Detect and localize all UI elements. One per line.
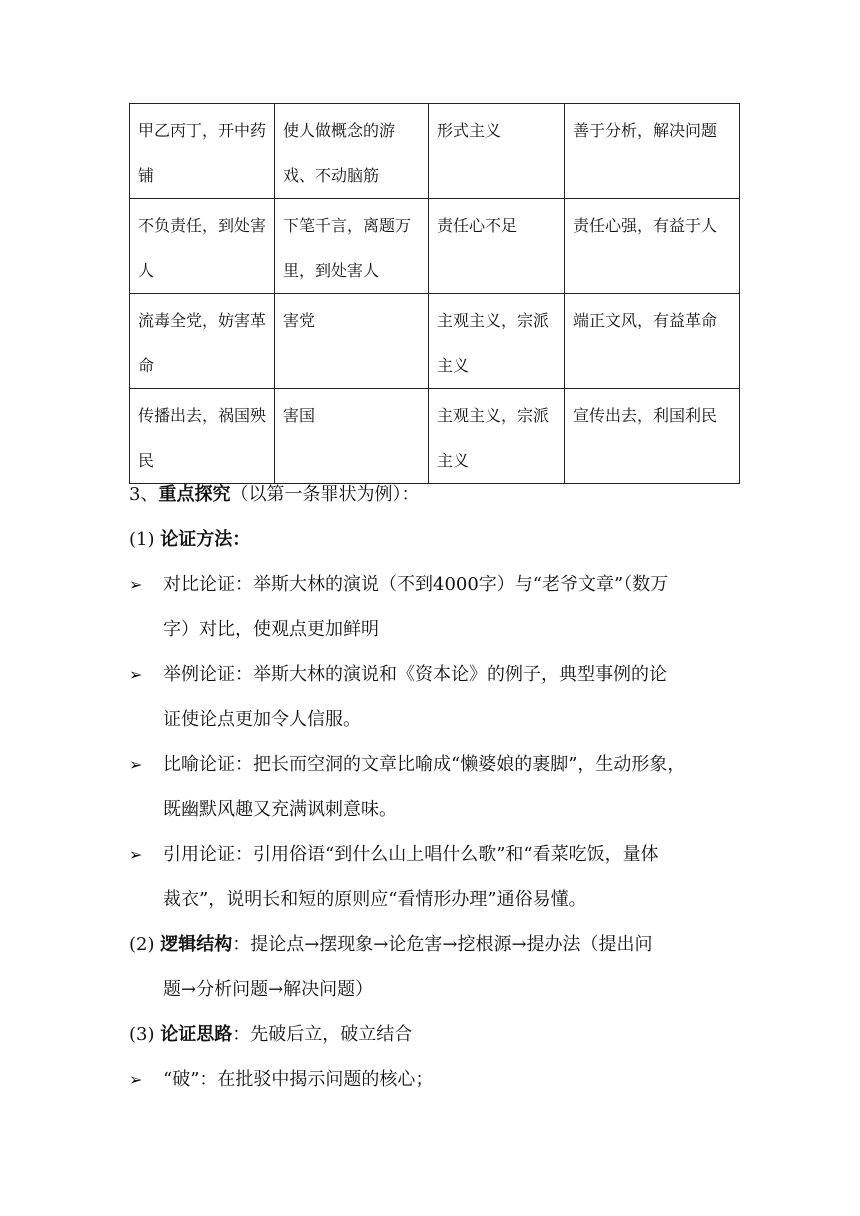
table-cell: 害党 [275, 294, 429, 389]
table-cell: 害国 [275, 389, 429, 484]
body-text [129, 472, 739, 1102]
subsection-number: (1) [129, 529, 161, 550]
subsection-text: ：先破后立，破立结合 [232, 1024, 413, 1045]
bullet-arrow-icon: ➢ [129, 665, 143, 684]
section-heading [129, 472, 739, 517]
section-title: 重点探究 [158, 484, 231, 505]
subsection-heading [129, 1012, 739, 1057]
table-cell: 责任心强，有益于人 [565, 199, 740, 294]
subsection-heading [129, 517, 739, 562]
bullet-arrow-icon: ➢ [129, 575, 143, 594]
subsection-number: (3) [129, 1024, 161, 1045]
table-row [130, 294, 740, 389]
list-item-line: 裁衣”，说明长和短的原则应“看情形办理”通俗易懂。 [163, 889, 587, 910]
section-note: （以第一条罪状为例）： [230, 484, 420, 505]
table-cell: 宣传出去，利国利民 [565, 389, 740, 484]
subsection-line [129, 922, 739, 967]
table-row [130, 199, 740, 294]
table-row [130, 104, 740, 199]
table-cell: 主观主义，宗派主义 [429, 389, 565, 484]
table-cell: 端正文风，有益革命 [565, 294, 740, 389]
list-item-line: “破”：在批驳中揭示问题的核心； [163, 1069, 434, 1090]
list-item-line: 既幽默风趣又充满讽刺意味。 [163, 799, 397, 820]
table-cell: 流毒全党，妨害革命 [130, 294, 275, 389]
list-item-line: 比喻论证：把长而空洞的文章比喻成“懒婆娘的裹脚”，生动形象， [163, 754, 686, 775]
table-cell: 下笔千言，离题万里，到处害人 [275, 199, 429, 294]
subsection-line: 题→分析问题→解决问题） [163, 979, 374, 1000]
table-row [130, 389, 740, 484]
bullet-arrow-icon: ➢ [129, 755, 143, 774]
list-item [129, 742, 739, 832]
subsection-title: 论证方法： [160, 529, 251, 550]
list-item-line: 字）对比，使观点更加鲜明 [163, 619, 379, 640]
subsection-logic [129, 922, 739, 1012]
bullet-arrow-icon: ➢ [129, 1070, 143, 1089]
list-item [129, 562, 739, 652]
table-cell: 甲乙丙丁，开中药铺 [130, 104, 275, 199]
table-cell: 主观主义，宗派主义 [429, 294, 565, 389]
subsection-title: 逻辑结构 [160, 934, 233, 955]
list-item [129, 832, 739, 922]
subsection-number: (2) [129, 934, 161, 955]
table-cell: 传播出去，祸国殃民 [130, 389, 275, 484]
section-number: 3、 [129, 484, 159, 505]
subsection-title: 论证思路 [160, 1024, 233, 1045]
table-cell: 使人做概念的游戏、不动脑筋 [275, 104, 429, 199]
subsection-text: ：提论点→摆现象→论危害→挖根源→提办法（提出问 [232, 934, 653, 955]
list-item [129, 1057, 739, 1102]
list-item-line: 举例论证：举斯大林的演说和《资本论》的例子，典型事例的论 [163, 664, 667, 685]
list-item-line: 对比论证：举斯大林的演说（不到4000字）与“老爷文章”（数万 [163, 574, 669, 595]
table-cell: 善于分析，解决问题 [565, 104, 740, 199]
list-item [129, 652, 739, 742]
table-cell: 不负责任，到处害人 [130, 199, 275, 294]
table-cell: 形式主义 [429, 104, 565, 199]
bullet-arrow-icon: ➢ [129, 845, 143, 864]
list-item-line: 证使论点更加令人信服。 [163, 709, 361, 730]
list-item-line: 引用论证：引用俗语“到什么山上唱什么歌”和“看菜吃饭，量体 [163, 844, 659, 865]
comparison-table [129, 103, 740, 484]
table-cell: 责任心不足 [429, 199, 565, 294]
